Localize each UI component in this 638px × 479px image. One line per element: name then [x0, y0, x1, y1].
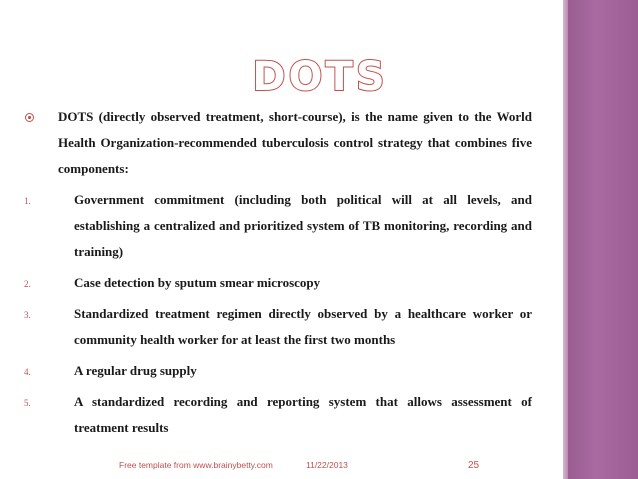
list-item-number: 3.: [24, 310, 31, 320]
slide-title: DOTS: [252, 54, 388, 100]
list-item-text: Standardized treatment regimen directly observed by a healthcare worker or community health worker for at least the first two months: [74, 306, 532, 347]
footer-date: 11/22/2013: [306, 460, 348, 470]
list-item: [24, 358, 532, 384]
intro-bullet: [24, 104, 532, 182]
list-item-number: 1.: [24, 196, 31, 206]
list-item: [24, 270, 532, 296]
list-item-number: 4.: [24, 367, 31, 377]
list-item-number: 2.: [24, 279, 31, 289]
intro-text: DOTS (directly observed treatment, short-course), is the name given to the World Health Organization-recommended tuberculosis control strategy that combines five components:: [58, 109, 532, 176]
slide-content: [24, 104, 532, 441]
bullet-circle-icon: [25, 113, 34, 122]
list-item: [24, 301, 532, 353]
side-band: [568, 0, 638, 479]
list-item-text: Government commitment (including both political will at all levels, and establishing a centralized and prioritized system of TB monitoring, recording and training): [74, 192, 532, 259]
list-item-text: A standardized recording and reporting system that allows assessment of treatment results: [74, 394, 532, 435]
footer-source: Free template from www.brainybetty.com: [119, 460, 273, 470]
list-item-number: 5.: [24, 398, 31, 408]
list-item: [24, 187, 532, 265]
list-item: [24, 389, 532, 441]
page-number: 25: [468, 460, 480, 471]
list-item-text: A regular drug supply: [74, 363, 197, 378]
list-item-text: Case detection by sputum smear microscopy: [74, 275, 321, 290]
